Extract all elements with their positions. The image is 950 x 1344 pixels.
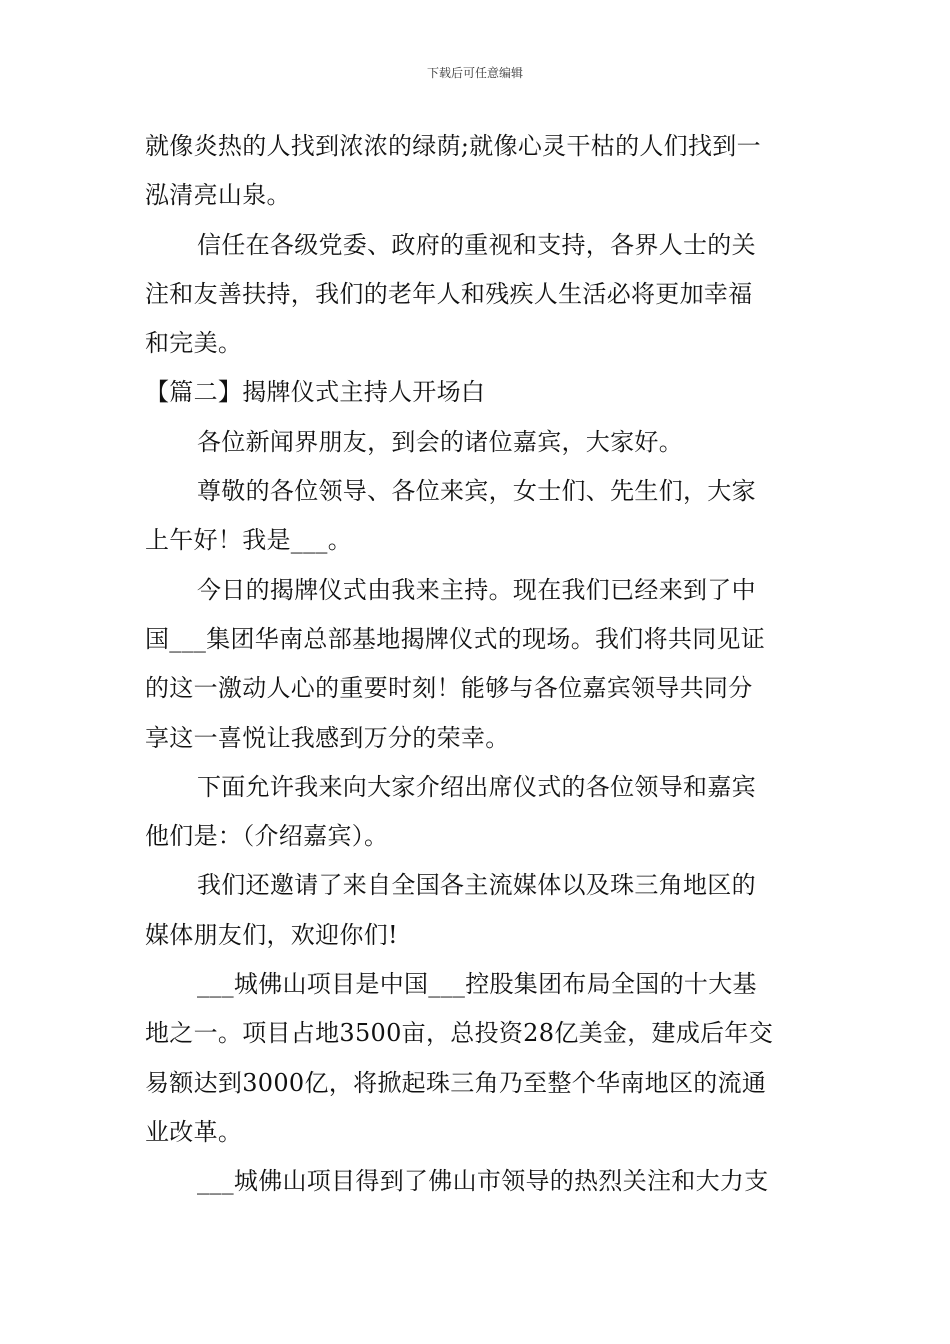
text-line: 我们还邀请了来自全国各主流媒体以及珠三角地区的 bbox=[197, 871, 756, 900]
text-line: 的这一激动人心的重要时刻！能够与各位嘉宾领导共同分 bbox=[145, 674, 753, 703]
text-line: 各位新闻界朋友，到会的诸位嘉宾，大家好。 bbox=[197, 427, 683, 456]
page-header: 下载后可任意编辑 bbox=[426, 66, 523, 80]
document-body bbox=[145, 122, 810, 1207]
text-line: 他们是：（介绍嘉宾）。 bbox=[145, 822, 389, 851]
text-line: 信任在各级党委、政府的重视和支持，各界人士的关 bbox=[197, 230, 756, 259]
text-line: 地之一。项目占地3500亩，总投资28亿美金，建成后年交 bbox=[145, 1019, 774, 1048]
text-line: 媒体朋友们，欢迎你们! bbox=[145, 920, 398, 949]
text-line: 今日的揭牌仪式由我来主持。现在我们已经来到了中 bbox=[197, 575, 756, 604]
text-line: ___城佛山项目是中国___控股集团布局全国的十大基 bbox=[197, 970, 757, 999]
text-line: 注和友善扶持，我们的老年人和残疾人生活必将更加幸福 bbox=[145, 279, 753, 308]
text-line: 【篇二】揭牌仪式主持人开场白 bbox=[145, 378, 486, 407]
text-line: 尊敬的各位领导、各位来宾，女士们、先生们，大家 bbox=[197, 477, 756, 506]
text-line: 享这一喜悦让我感到万分的荣幸。 bbox=[145, 723, 510, 752]
text-line: 泓清亮山泉。 bbox=[145, 181, 291, 210]
text-line: 易额达到3000亿，将掀起珠三角乃至整个华南地区的流通 bbox=[145, 1068, 767, 1097]
text-line: 上午好！我是___。 bbox=[145, 526, 352, 555]
text-line: 和完美。 bbox=[145, 329, 243, 358]
text-line: 业改革。 bbox=[145, 1117, 243, 1146]
text-line: 下面允许我来向大家介绍出席仪式的各位领导和嘉宾 bbox=[197, 772, 756, 801]
text-line: ___城佛山项目得到了佛山市领导的热烈关注和大力支 bbox=[197, 1167, 769, 1196]
text-line: 就像炎热的人找到浓浓的绿荫;就像心灵干枯的人们找到一 bbox=[145, 132, 761, 160]
text-line: 国___集团华南总部基地揭牌仪式的现场。我们将共同见证 bbox=[145, 624, 766, 653]
